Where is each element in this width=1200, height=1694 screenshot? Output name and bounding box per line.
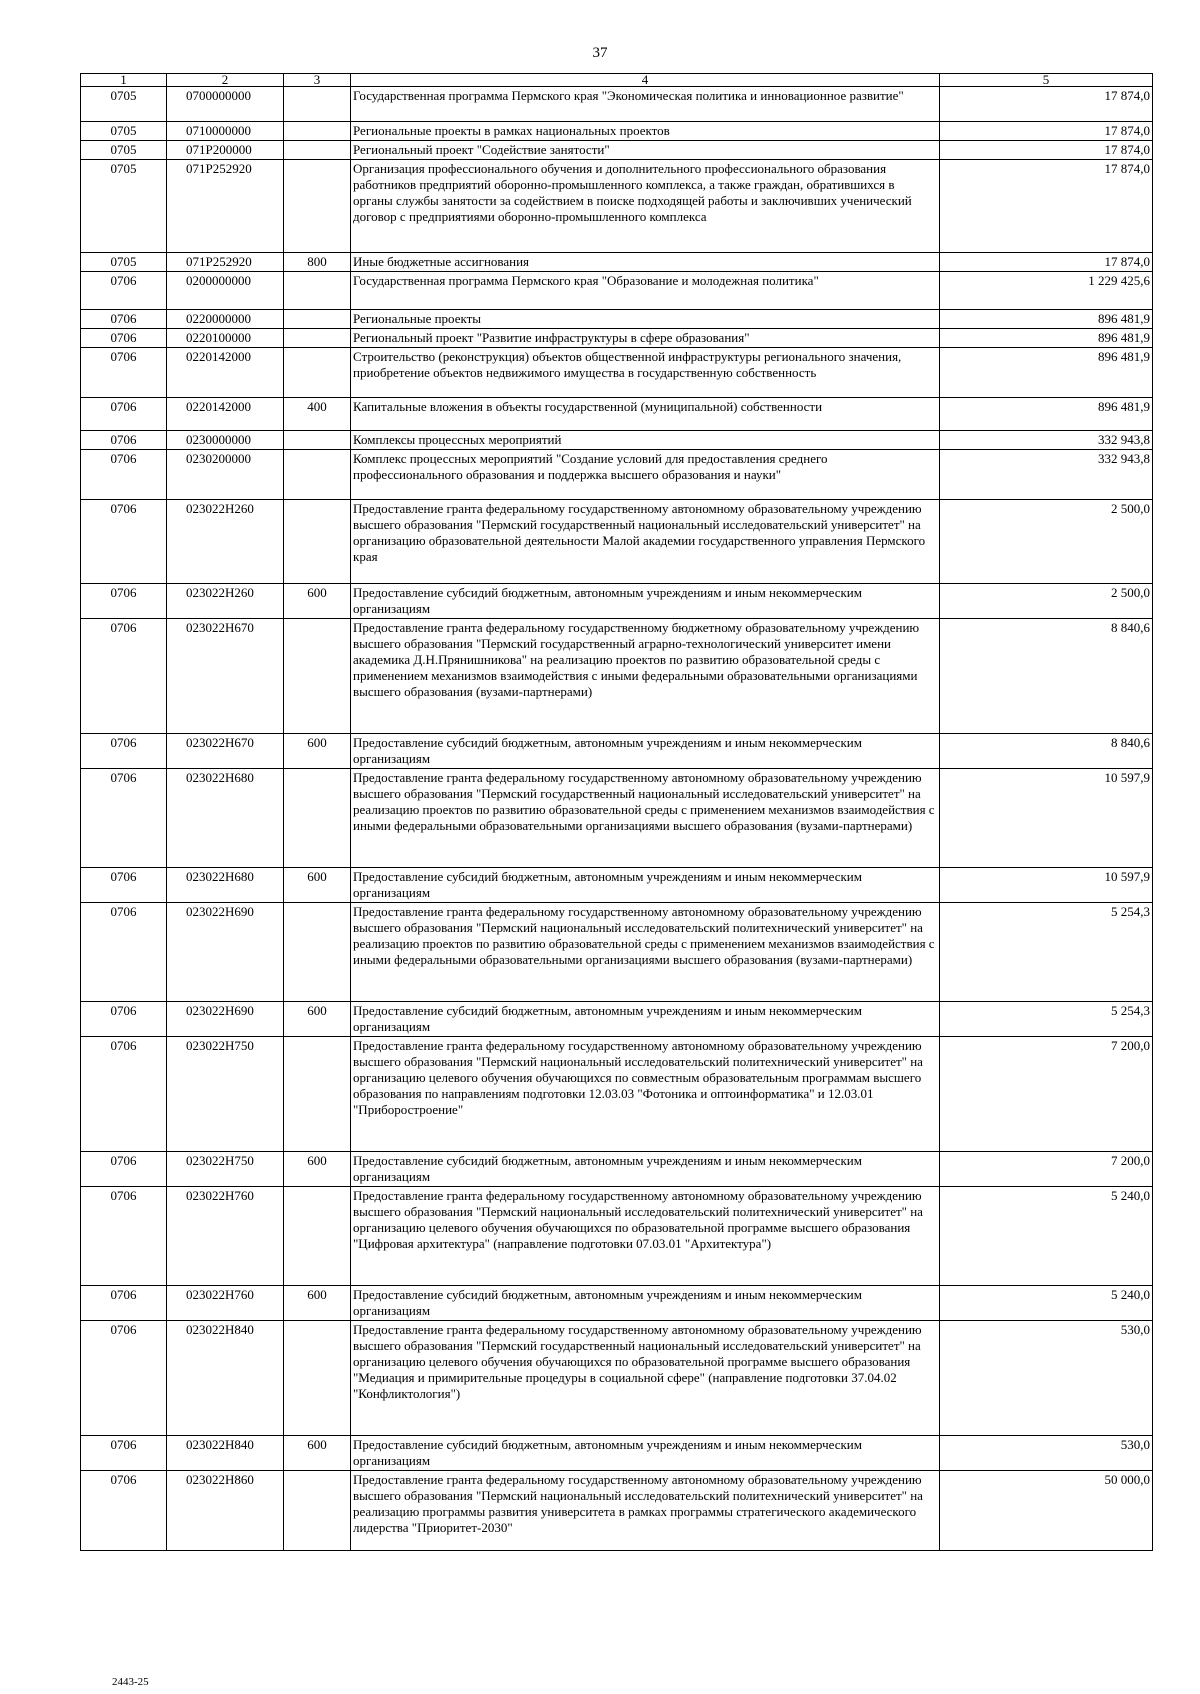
table-row (81, 1436, 1153, 1471)
target-article-cell: 0700000000 (167, 87, 284, 122)
target-article-cell: 023022Н690 (167, 1002, 284, 1037)
expense-type-cell (284, 141, 351, 160)
amount-cell: 7 200,0 (940, 1037, 1153, 1152)
table-row (81, 253, 1153, 272)
amount-cell: 17 874,0 (940, 87, 1153, 122)
description-cell: Государственная программа Пермского края "Образование и молодежная политика" (351, 272, 940, 310)
table-row (81, 584, 1153, 619)
column-header: 4 (351, 74, 940, 87)
description-cell: Региональные проекты в рамках национальных проектов (351, 122, 940, 141)
section-code-cell: 0706 (81, 903, 167, 1002)
expense-type-cell: 600 (284, 584, 351, 619)
description-cell: Предоставление гранта федеральному государственному автономному образовательному учреждению высшего образования "Пермский национальный исследовательский политехнический университет" на реализацию проектов по развитию образовательной среды с применением механизмов взаимодействия с иными федеральными образовательными организациями высшего образования (вузами-партнерами) (351, 903, 940, 1002)
target-article-cell: 023022Н860 (167, 1471, 284, 1551)
table-row (81, 734, 1153, 769)
table-row (81, 310, 1153, 329)
table-row (81, 431, 1153, 450)
target-article-cell: 0220100000 (167, 329, 284, 348)
amount-cell: 5 240,0 (940, 1286, 1153, 1321)
document-code: 2443-25 (112, 1676, 149, 1688)
table-row (81, 272, 1153, 310)
target-article-cell: 023022Н670 (167, 619, 284, 734)
target-article-cell: 023022Н750 (167, 1037, 284, 1152)
amount-cell: 2 500,0 (940, 500, 1153, 584)
description-cell: Региональный проект "Развитие инфраструктуры в сфере образования" (351, 329, 940, 348)
section-code-cell: 0706 (81, 619, 167, 734)
description-cell: Предоставление субсидий бюджетным, автономным учреждениям и иным некоммерческим организациям (351, 1002, 940, 1037)
description-cell: Капитальные вложения в объекты государственной (муниципальной) собственности (351, 398, 940, 431)
section-code-cell: 0706 (81, 1321, 167, 1436)
expense-type-cell (284, 160, 351, 253)
section-code-cell: 0706 (81, 868, 167, 903)
section-code-cell: 0706 (81, 1152, 167, 1187)
section-code-cell: 0705 (81, 87, 167, 122)
table-row (81, 87, 1153, 122)
column-header: 3 (284, 74, 351, 87)
description-cell: Предоставление субсидий бюджетным, автономным учреждениям и иным некоммерческим организациям (351, 734, 940, 769)
column-header: 1 (81, 74, 167, 87)
target-article-cell: 0220142000 (167, 348, 284, 398)
expense-type-cell: 600 (284, 1436, 351, 1471)
table-row (81, 1152, 1153, 1187)
description-cell: Предоставление субсидий бюджетным, автономным учреждениям и иным некоммерческим организациям (351, 584, 940, 619)
expense-type-cell (284, 87, 351, 122)
description-cell: Предоставление гранта федеральному государственному бюджетному образовательному учреждению высшего образования "Пермский государственный аграрно-технологический университет имени академика Д.Н.Прянишникова" на реализацию проектов по развитию образовательной среды с применением механизмов взаимодействия с иными федеральными образовательными организациями высшего образования (вузами-партнерами) (351, 619, 940, 734)
expense-type-cell (284, 310, 351, 329)
amount-cell: 5 240,0 (940, 1187, 1153, 1286)
target-article-cell: 023022Н750 (167, 1152, 284, 1187)
table-row (81, 450, 1153, 500)
amount-cell: 530,0 (940, 1436, 1153, 1471)
section-code-cell: 0706 (81, 584, 167, 619)
expense-type-cell (284, 500, 351, 584)
budget-table (80, 73, 1153, 1551)
target-article-cell: 023022Н760 (167, 1187, 284, 1286)
table-row (81, 122, 1153, 141)
expense-type-cell: 600 (284, 734, 351, 769)
target-article-cell: 071P252920 (167, 253, 284, 272)
target-article-cell: 0220142000 (167, 398, 284, 431)
expense-type-cell (284, 619, 351, 734)
target-article-cell: 0710000000 (167, 122, 284, 141)
section-code-cell: 0705 (81, 160, 167, 253)
target-article-cell: 023022Н260 (167, 584, 284, 619)
description-cell: Предоставление субсидий бюджетным, автономным учреждениям и иным некоммерческим организациям (351, 1152, 940, 1187)
amount-cell: 17 874,0 (940, 160, 1153, 253)
amount-cell: 17 874,0 (940, 253, 1153, 272)
section-code-cell: 0706 (81, 431, 167, 450)
section-code-cell: 0705 (81, 141, 167, 160)
section-code-cell: 0706 (81, 398, 167, 431)
target-article-cell: 023022Н260 (167, 500, 284, 584)
table-row (81, 1037, 1153, 1152)
section-code-cell: 0706 (81, 329, 167, 348)
amount-cell: 7 200,0 (940, 1152, 1153, 1187)
section-code-cell: 0705 (81, 253, 167, 272)
amount-cell: 17 874,0 (940, 141, 1153, 160)
description-cell: Строительство (реконструкция) объектов общественной инфраструктуры регионального значения, приобретение объектов недвижимого имущества в государственную собственность (351, 348, 940, 398)
target-article-cell: 071P200000 (167, 141, 284, 160)
amount-cell: 10 597,9 (940, 868, 1153, 903)
target-article-cell: 0230000000 (167, 431, 284, 450)
section-code-cell: 0706 (81, 500, 167, 584)
section-code-cell: 0706 (81, 1187, 167, 1286)
expense-type-cell (284, 769, 351, 868)
target-article-cell: 0230200000 (167, 450, 284, 500)
amount-cell: 50 000,0 (940, 1471, 1153, 1551)
amount-cell: 530,0 (940, 1321, 1153, 1436)
table-row (81, 903, 1153, 1002)
amount-cell: 8 840,6 (940, 619, 1153, 734)
expense-type-cell: 600 (284, 868, 351, 903)
description-cell: Комплексы процессных мероприятий (351, 431, 940, 450)
amount-cell: 10 597,9 (940, 769, 1153, 868)
description-cell: Государственная программа Пермского края "Экономическая политика и инновационное развитие" (351, 87, 940, 122)
table-row (81, 348, 1153, 398)
target-article-cell: 023022Н760 (167, 1286, 284, 1321)
table-row (81, 1187, 1153, 1286)
description-cell: Предоставление гранта федеральному государственному автономному образовательному учреждению высшего образования "Пермский национальный исследовательский политехнический университет" на организацию целевого обучения обучающихся по совместным образовательным программам высшего образования по направлениям подготовки 12.03.03 "Фотоника и оптоинформатика" и 12.03.01 "Приборостроение" (351, 1037, 940, 1152)
expense-type-cell (284, 903, 351, 1002)
expense-type-cell (284, 348, 351, 398)
expense-type-cell (284, 1471, 351, 1551)
table-row (81, 1286, 1153, 1321)
description-cell: Предоставление субсидий бюджетным, автономным учреждениям и иным некоммерческим организациям (351, 868, 940, 903)
expense-type-cell (284, 122, 351, 141)
expense-type-cell (284, 272, 351, 310)
table-row (81, 141, 1153, 160)
amount-cell: 2 500,0 (940, 584, 1153, 619)
section-code-cell: 0706 (81, 310, 167, 329)
target-article-cell: 071P252920 (167, 160, 284, 253)
expense-type-cell (284, 1321, 351, 1436)
amount-cell: 332 943,8 (940, 431, 1153, 450)
table-row (81, 1471, 1153, 1551)
target-article-cell: 0200000000 (167, 272, 284, 310)
table-row (81, 1321, 1153, 1436)
expense-type-cell: 400 (284, 398, 351, 431)
description-cell: Региональный проект "Содействие занятости" (351, 141, 940, 160)
expense-type-cell (284, 1037, 351, 1152)
target-article-cell: 023022Н690 (167, 903, 284, 1002)
table-row (81, 329, 1153, 348)
section-code-cell: 0705 (81, 122, 167, 141)
amount-cell: 896 481,9 (940, 329, 1153, 348)
section-code-cell: 0706 (81, 1002, 167, 1037)
description-cell: Организация профессионального обучения и дополнительного профессионального образования работников предприятий оборонно-промышленного комплекса, а также граждан, обратившихся в органы службы занятости за содействием в поиске подходящей работы и заключивших ученический договор с предприятиями оборонно-промышленного комплекса (351, 160, 940, 253)
target-article-cell: 0220000000 (167, 310, 284, 329)
page-number: 37 (592, 45, 608, 61)
expense-type-cell (284, 329, 351, 348)
table-row (81, 160, 1153, 253)
description-cell: Комплекс процессных мероприятий "Создание условий для предоставления среднего профессионального образования и поддержка высшего образования и науки" (351, 450, 940, 500)
target-article-cell: 023022Н840 (167, 1321, 284, 1436)
target-article-cell: 023022Н680 (167, 868, 284, 903)
target-article-cell: 023022Н840 (167, 1436, 284, 1471)
description-cell: Предоставление гранта федеральному государственному автономному образовательному учреждению высшего образования "Пермский национальный исследовательский политехнический университет" на организацию целевого обучения обучающихся по образовательной программе высшего образования "Цифровая архитектура" (направление подготовки 07.03.01 "Архитектура") (351, 1187, 940, 1286)
description-cell: Предоставление гранта федеральному государственному автономному образовательному учреждению высшего образования "Пермский государственный национальный исследовательский университет" на реализацию проектов по развитию образовательной среды с применением механизмов взаимодействия с иными федеральными образовательными организациями высшего образования (вузами-партнерами) (351, 769, 940, 868)
amount-cell: 5 254,3 (940, 903, 1153, 1002)
table-row (81, 500, 1153, 584)
amount-cell: 332 943,8 (940, 450, 1153, 500)
expense-type-cell (284, 450, 351, 500)
amount-cell: 17 874,0 (940, 122, 1153, 141)
table-row (81, 868, 1153, 903)
description-cell: Предоставление гранта федеральному государственному автономному образовательному учреждению высшего образования "Пермский государственный национальный исследовательский университет" на организацию образовательной деятельности Малой академии государственного управления Пермского края (351, 500, 940, 584)
table-header-row (81, 74, 1153, 87)
amount-cell: 896 481,9 (940, 348, 1153, 398)
amount-cell: 896 481,9 (940, 310, 1153, 329)
target-article-cell: 023022Н680 (167, 769, 284, 868)
section-code-cell: 0706 (81, 1436, 167, 1471)
expense-type-cell: 600 (284, 1152, 351, 1187)
table-row (81, 398, 1153, 431)
description-cell: Региональные проекты (351, 310, 940, 329)
table-row (81, 1002, 1153, 1037)
expense-type-cell: 600 (284, 1286, 351, 1321)
table-row (81, 769, 1153, 868)
column-header: 2 (167, 74, 284, 87)
amount-cell: 896 481,9 (940, 398, 1153, 431)
section-code-cell: 0706 (81, 1286, 167, 1321)
amount-cell: 1 229 425,6 (940, 272, 1153, 310)
amount-cell: 8 840,6 (940, 734, 1153, 769)
section-code-cell: 0706 (81, 1037, 167, 1152)
expense-type-cell: 600 (284, 1002, 351, 1037)
description-cell: Иные бюджетные ассигнования (351, 253, 940, 272)
expense-type-cell: 800 (284, 253, 351, 272)
section-code-cell: 0706 (81, 450, 167, 500)
description-cell: Предоставление гранта федеральному государственному автономному образовательному учреждению высшего образования "Пермский государственный национальный исследовательский университет" на организацию целевого обучения обучающихся по образовательной программе высшего образования "Медиация и примирительные процедуры в социальной сфере" (направление подготовки 37.04.02 "Конфликтология") (351, 1321, 940, 1436)
section-code-cell: 0706 (81, 734, 167, 769)
section-code-cell: 0706 (81, 1471, 167, 1551)
expense-type-cell (284, 431, 351, 450)
expense-type-cell (284, 1187, 351, 1286)
description-cell: Предоставление субсидий бюджетным, автономным учреждениям и иным некоммерческим организациям (351, 1436, 940, 1471)
section-code-cell: 0706 (81, 769, 167, 868)
section-code-cell: 0706 (81, 348, 167, 398)
description-cell: Предоставление субсидий бюджетным, автономным учреждениям и иным некоммерческим организациям (351, 1286, 940, 1321)
column-header: 5 (940, 74, 1153, 87)
table-row (81, 619, 1153, 734)
section-code-cell: 0706 (81, 272, 167, 310)
target-article-cell: 023022Н670 (167, 734, 284, 769)
description-cell: Предоставление гранта федеральному государственному автономному образовательному учреждению высшего образования "Пермский национальный исследовательский политехнический университет" на реализацию программы развития университета в рамках программы стратегического академического лидерства "Приоритет-2030" (351, 1471, 940, 1551)
amount-cell: 5 254,3 (940, 1002, 1153, 1037)
